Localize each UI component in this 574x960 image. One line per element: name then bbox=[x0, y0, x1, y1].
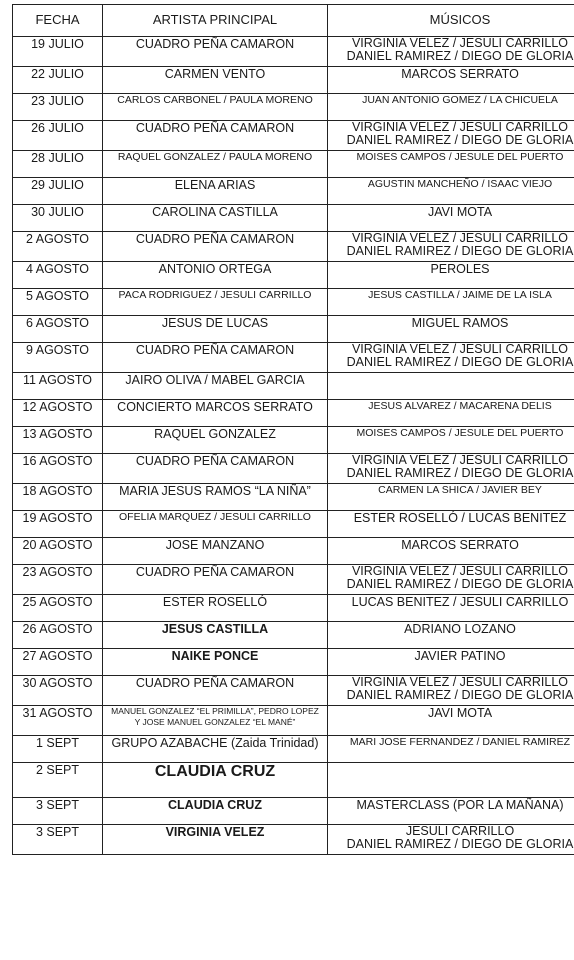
cell-fecha: 30 JULIO bbox=[13, 205, 103, 232]
table-row bbox=[13, 232, 574, 262]
table-row bbox=[13, 373, 574, 400]
musicos-line: DANIEL RAMIREZ / DIEGO DE GLORIA bbox=[346, 133, 574, 147]
table-row bbox=[13, 343, 574, 373]
table-row bbox=[13, 178, 574, 205]
cell-musicos: MASTERCLASS (POR LA MAÑANA) bbox=[328, 798, 574, 825]
cell-fecha: 22 JULIO bbox=[13, 67, 103, 94]
cell-artista: CUADRO PEÑA CAMARON bbox=[103, 37, 328, 67]
cell-fecha: 11 AGOSTO bbox=[13, 373, 103, 400]
cell-fecha: 2 AGOSTO bbox=[13, 232, 103, 262]
cell-musicos bbox=[328, 825, 574, 855]
table-row bbox=[13, 316, 574, 343]
artista-line: MANUEL GONZALEZ “EL PRIMILLA”, PEDRO LOPEZ bbox=[111, 706, 319, 716]
cell-artista: JESUS DE LUCAS bbox=[103, 316, 328, 343]
cell-fecha: 12 AGOSTO bbox=[13, 400, 103, 427]
cell-musicos bbox=[328, 676, 574, 706]
cell-musicos: MIGUEL RAMOS bbox=[328, 316, 574, 343]
cell-artista: JAIRO OLIVA / MABEL GARCIA bbox=[103, 373, 328, 400]
cell-fecha: 31 AGOSTO bbox=[13, 706, 103, 736]
table-row bbox=[13, 676, 574, 706]
table-row bbox=[13, 763, 574, 798]
cell-musicos: ESTER ROSELLÓ / LUCAS BENITEZ bbox=[328, 511, 574, 538]
cell-artista: CAROLINA CASTILLA bbox=[103, 205, 328, 232]
cell-musicos: JAVI MOTA bbox=[328, 706, 574, 736]
cell-artista: CUADRO PEÑA CAMARON bbox=[103, 121, 328, 151]
cell-artista: CUADRO PEÑA CAMARON bbox=[103, 676, 328, 706]
cell-artista: CUADRO PEÑA CAMARON bbox=[103, 343, 328, 373]
table-row bbox=[13, 538, 574, 565]
table-row bbox=[13, 262, 574, 289]
cell-fecha: 5 AGOSTO bbox=[13, 289, 103, 316]
cell-artista: OFELIA MARQUEZ / JESULI CARRILLO bbox=[103, 511, 328, 538]
table-row bbox=[13, 825, 574, 855]
table-row bbox=[13, 798, 574, 825]
cell-artista: CUADRO PEÑA CAMARON bbox=[103, 565, 328, 595]
table-row bbox=[13, 289, 574, 316]
musicos-line: VIRGINIA VELEZ / JESULI CARRILLO bbox=[351, 36, 569, 50]
artista-line: Y JOSE MANUEL GONZALEZ “EL MANÉ” bbox=[134, 717, 296, 727]
cell-artista: CARLOS CARBONEL / PAULA MORENO bbox=[103, 94, 328, 121]
table-row bbox=[13, 400, 574, 427]
cell-artista: CLAUDIA CRUZ bbox=[103, 763, 328, 798]
cell-fecha: 6 AGOSTO bbox=[13, 316, 103, 343]
cell-fecha: 29 JULIO bbox=[13, 178, 103, 205]
musicos-line: DANIEL RAMIREZ / DIEGO DE GLORIA bbox=[346, 688, 574, 702]
cell-musicos bbox=[328, 121, 574, 151]
cell-fecha: 26 JULIO bbox=[13, 121, 103, 151]
cell-artista: MARIA JESUS RAMOS “LA NIÑA” bbox=[103, 484, 328, 511]
cell-artista: RAQUEL GONZALEZ bbox=[103, 427, 328, 454]
table-row bbox=[13, 622, 574, 649]
cell-fecha: 25 AGOSTO bbox=[13, 595, 103, 622]
cell-fecha: 16 AGOSTO bbox=[13, 454, 103, 484]
musicos-line: VIRGINIA VELEZ / JESULI CARRILLO bbox=[351, 675, 569, 689]
table-row bbox=[13, 67, 574, 94]
cell-musicos bbox=[328, 232, 574, 262]
musicos-line: VIRGINIA VELEZ / JESULI CARRILLO bbox=[351, 453, 569, 467]
cell-musicos: PEROLES bbox=[328, 262, 574, 289]
cell-musicos: JAVI MOTA bbox=[328, 205, 574, 232]
cell-musicos: MOISES CAMPOS / JESULE DEL PUERTO bbox=[328, 427, 574, 454]
cell-fecha: 13 AGOSTO bbox=[13, 427, 103, 454]
cell-musicos: AGUSTIN MANCHEÑO / ISAAC VIEJO bbox=[328, 178, 574, 205]
table-row bbox=[13, 151, 574, 178]
cell-fecha: 23 AGOSTO bbox=[13, 565, 103, 595]
table-row bbox=[13, 736, 574, 763]
cell-fecha: 20 AGOSTO bbox=[13, 538, 103, 565]
musicos-line: VIRGINIA VELEZ / JESULI CARRILLO bbox=[351, 342, 569, 356]
musicos-line: VIRGINIA VELEZ / JESULI CARRILLO bbox=[351, 120, 569, 134]
schedule-table bbox=[12, 4, 574, 855]
cell-musicos: JESUS CASTILLA / JAIME DE LA ISLA bbox=[328, 289, 574, 316]
cell-fecha: 3 SEPT bbox=[13, 798, 103, 825]
cell-artista: VIRGINIA VELEZ bbox=[103, 825, 328, 855]
cell-artista: CLAUDIA CRUZ bbox=[103, 798, 328, 825]
cell-artista: ANTONIO ORTEGA bbox=[103, 262, 328, 289]
cell-artista: RAQUEL GONZALEZ / PAULA MORENO bbox=[103, 151, 328, 178]
musicos-line: VIRGINIA VELEZ / JESULI CARRILLO bbox=[351, 231, 569, 245]
musicos-line: VIRGINIA VELEZ / JESULI CARRILLO bbox=[351, 564, 569, 578]
table-row bbox=[13, 595, 574, 622]
table-row bbox=[13, 37, 574, 67]
cell-artista: ELENA ARIAS bbox=[103, 178, 328, 205]
cell-musicos bbox=[328, 763, 574, 798]
table-row bbox=[13, 484, 574, 511]
table-row bbox=[13, 121, 574, 151]
cell-artista: JOSE MANZANO bbox=[103, 538, 328, 565]
cell-musicos: MARCOS SERRATO bbox=[328, 67, 574, 94]
cell-musicos bbox=[328, 37, 574, 67]
cell-artista: ESTER ROSELLÓ bbox=[103, 595, 328, 622]
table-row bbox=[13, 706, 574, 736]
cell-fecha: 30 AGOSTO bbox=[13, 676, 103, 706]
table-row bbox=[13, 427, 574, 454]
cell-musicos bbox=[328, 454, 574, 484]
cell-musicos: ADRIANO LOZANO bbox=[328, 622, 574, 649]
cell-artista: JESUS CASTILLA bbox=[103, 622, 328, 649]
header-row bbox=[13, 5, 574, 37]
column-header-artista: ARTISTA PRINCIPAL bbox=[103, 5, 328, 37]
table-row bbox=[13, 565, 574, 595]
cell-artista: CUADRO PEÑA CAMARON bbox=[103, 232, 328, 262]
cell-fecha: 1 SEPT bbox=[13, 736, 103, 763]
cell-musicos bbox=[328, 343, 574, 373]
musicos-line: DANIEL RAMIREZ / DIEGO DE GLORIA bbox=[346, 244, 574, 258]
cell-artista bbox=[103, 706, 328, 736]
cell-fecha: 28 JULIO bbox=[13, 151, 103, 178]
musicos-line: DANIEL RAMIREZ / DIEGO DE GLORIA bbox=[346, 49, 574, 63]
cell-artista: CUADRO PEÑA CAMARON bbox=[103, 454, 328, 484]
table-row bbox=[13, 511, 574, 538]
musicos-line: DANIEL RAMIREZ / DIEGO DE GLORIA bbox=[346, 355, 574, 369]
musicos-line: DANIEL RAMIREZ / DIEGO DE GLORIA bbox=[346, 837, 574, 851]
cell-musicos bbox=[328, 565, 574, 595]
table-row bbox=[13, 454, 574, 484]
table-row bbox=[13, 94, 574, 121]
cell-artista: NAIKE PONCE bbox=[103, 649, 328, 676]
musicos-line: JESULI CARRILLO bbox=[405, 824, 515, 838]
cell-artista: CARMEN VENTO bbox=[103, 67, 328, 94]
cell-artista: GRUPO AZABACHE (Zaida Trinidad) bbox=[103, 736, 328, 763]
cell-musicos: CARMEN LA SHICA / JAVIER BEY bbox=[328, 484, 574, 511]
cell-musicos: JUAN ANTONIO GOMEZ / LA CHICUELA bbox=[328, 94, 574, 121]
cell-musicos: MOISES CAMPOS / JESULE DEL PUERTO bbox=[328, 151, 574, 178]
cell-musicos: JAVIER PATINO bbox=[328, 649, 574, 676]
cell-fecha: 18 AGOSTO bbox=[13, 484, 103, 511]
cell-fecha: 19 JULIO bbox=[13, 37, 103, 67]
column-header-fecha: FECHA bbox=[13, 5, 103, 37]
table-row bbox=[13, 649, 574, 676]
musicos-line: DANIEL RAMIREZ / DIEGO DE GLORIA bbox=[346, 466, 574, 480]
cell-fecha: 23 JULIO bbox=[13, 94, 103, 121]
cell-artista: CONCIERTO MARCOS SERRATO bbox=[103, 400, 328, 427]
table-row bbox=[13, 205, 574, 232]
cell-fecha: 26 AGOSTO bbox=[13, 622, 103, 649]
cell-artista: PACA RODRIGUEZ / JESULI CARRILLO bbox=[103, 289, 328, 316]
cell-musicos: MARCOS SERRATO bbox=[328, 538, 574, 565]
cell-fecha: 4 AGOSTO bbox=[13, 262, 103, 289]
cell-musicos: LUCAS BENITEZ / JESULI CARRILLO bbox=[328, 595, 574, 622]
cell-fecha: 2 SEPT bbox=[13, 763, 103, 798]
cell-fecha: 3 SEPT bbox=[13, 825, 103, 855]
cell-musicos: JESUS ALVAREZ / MACARENA DELIS bbox=[328, 400, 574, 427]
cell-fecha: 9 AGOSTO bbox=[13, 343, 103, 373]
cell-musicos: MARI JOSE FERNANDEZ / DANIEL RAMIREZ bbox=[328, 736, 574, 763]
cell-fecha: 27 AGOSTO bbox=[13, 649, 103, 676]
cell-fecha: 19 AGOSTO bbox=[13, 511, 103, 538]
cell-musicos bbox=[328, 373, 574, 400]
column-header-musicos: MÚSICOS bbox=[328, 5, 574, 37]
musicos-line: DANIEL RAMIREZ / DIEGO DE GLORIA bbox=[346, 577, 574, 591]
